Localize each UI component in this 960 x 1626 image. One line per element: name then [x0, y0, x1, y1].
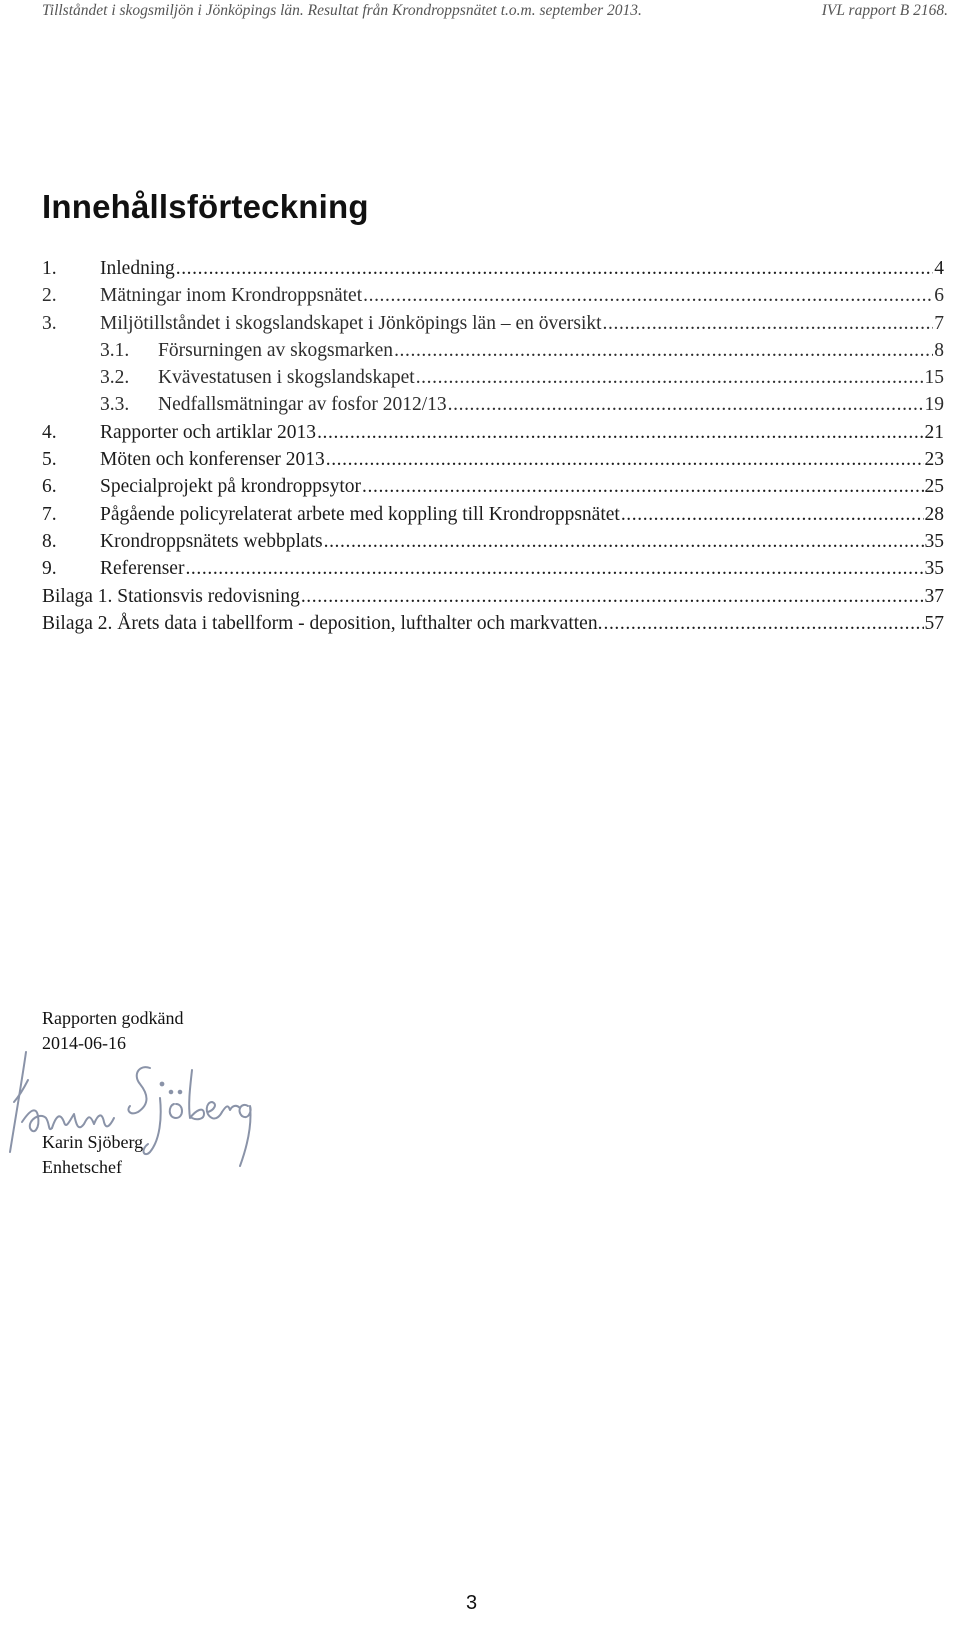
- toc-leader-dots: [394, 340, 933, 362]
- toc-leader-dots: [603, 313, 934, 335]
- toc-entry-number: 7.: [42, 503, 57, 525]
- toc-entry-number: 2.: [42, 285, 57, 307]
- toc-entry-number: 4.: [42, 421, 57, 443]
- toc-leader-dots: [621, 504, 924, 526]
- toc-entry-label: Bilaga 2. Årets data i tabellform - deposition, lufthalter och markvatten.: [42, 612, 603, 634]
- toc-entry-inledning[interactable]: [42, 258, 944, 285]
- toc-entry-moten[interactable]: [42, 449, 944, 476]
- toc-leader-dots: [176, 258, 934, 280]
- toc-entry-bilaga-2[interactable]: [42, 613, 944, 640]
- toc-entry-page: 19: [924, 394, 944, 416]
- toc-entry-label: Möten och konferenser 2013: [100, 449, 325, 471]
- toc-entry-number: 6.: [42, 476, 57, 498]
- toc-entry-page: 23: [924, 449, 944, 471]
- approval-label: Rapporten godkänd: [42, 1008, 184, 1028]
- toc-entry-label: Miljötillståndet i skogslandskapet i Jönköpings län – en översikt: [100, 312, 602, 334]
- toc-leader-dots: [362, 476, 923, 498]
- toc-entry-page: 35: [924, 558, 944, 580]
- toc-entry-referenser[interactable]: [42, 558, 944, 585]
- toc-leader-dots: [324, 531, 924, 553]
- toc-entry-miljotillstandet[interactable]: [42, 313, 944, 340]
- toc-entry-number: 1.: [42, 258, 57, 279]
- page-title: Innehållsförteckning: [42, 188, 369, 225]
- toc-entry-number: 9.: [42, 558, 57, 580]
- toc-entry-page: 21: [924, 421, 944, 443]
- toc-entry-label: Försurningen av skogsmarken: [158, 339, 394, 361]
- toc-entry-label: Bilaga 1. Stationsvis redovisning: [42, 585, 300, 607]
- toc-entry-page: 35: [924, 530, 944, 552]
- toc-entry-number: 3.: [42, 312, 57, 334]
- toc-leader-dots: [317, 422, 923, 444]
- toc-entry-page: 15: [924, 367, 944, 389]
- toc-entry-number: 5.: [42, 449, 57, 471]
- toc-entry-label: Pågående policyrelaterat arbete med koppling till Krondroppsnätet: [100, 503, 620, 525]
- toc-entry-number: 3.1.: [100, 339, 130, 361]
- toc-leader-dots: [301, 586, 924, 608]
- toc-entry-page: 28: [924, 503, 944, 525]
- signer-name: Karin Sjöberg: [42, 1132, 144, 1152]
- toc-leader-dots: [603, 613, 923, 635]
- toc-entry-page: 25: [924, 476, 944, 498]
- toc-entry-label: Inledning: [100, 258, 175, 279]
- page-number: 3: [466, 1592, 478, 1614]
- toc-entry-label: Referenser: [100, 558, 185, 580]
- toc-entry-label: Rapporter och artiklar 2013: [100, 421, 317, 443]
- toc-entry-matningar[interactable]: [42, 285, 944, 312]
- toc-leader-dots: [363, 285, 933, 307]
- toc-entry-number: 3.3.: [100, 394, 130, 416]
- toc-entry-page: 7: [934, 312, 944, 334]
- toc-entry-page: 57: [924, 612, 944, 634]
- toc-entry-label: Kvävestatusen i skogslandskapet: [158, 367, 415, 389]
- running-header-report-id: IVL rapport B 2168.: [821, 2, 948, 19]
- toc-entry-kvavestatusen[interactable]: [42, 367, 944, 394]
- toc-entry-webbplats[interactable]: [42, 531, 944, 558]
- toc-leader-dots: [185, 558, 923, 580]
- running-header-title: Tillståndet i skogsmiljön i Jönköpings län. Resultat från Krondroppsnätet t.o.m. september 2013.: [42, 2, 642, 19]
- toc-entry-bilaga-1[interactable]: [42, 586, 944, 613]
- signer-title: Enhetschef: [42, 1157, 122, 1177]
- toc-entry-page: 6: [934, 285, 944, 307]
- toc-leader-dots: [326, 449, 924, 471]
- toc-entry-nedfallsmatningar[interactable]: [42, 394, 944, 421]
- table-of-contents: [42, 258, 944, 640]
- toc-entry-page: 4: [934, 258, 944, 279]
- toc-entry-number: 3.2.: [100, 367, 130, 389]
- toc-entry-page: 37: [924, 585, 944, 607]
- approval-date: 2014-06-16: [42, 1033, 126, 1053]
- toc-entry-label: Krondroppsnätets webbplats: [100, 530, 323, 552]
- toc-leader-dots: [448, 394, 924, 416]
- toc-entry-number: 8.: [42, 530, 57, 552]
- toc-entry-label: Mätningar inom Krondroppsnätet: [100, 285, 363, 307]
- toc-entry-pagaende[interactable]: [42, 504, 944, 531]
- toc-entry-specialprojekt[interactable]: [42, 476, 944, 503]
- toc-entry-rapporter[interactable]: [42, 422, 944, 449]
- toc-entry-label: Specialprojekt på krondroppsytor: [100, 476, 362, 498]
- toc-entry-forsurningen[interactable]: [42, 340, 944, 367]
- toc-entry-label: Nedfallsmätningar av fosfor 2012/13: [158, 394, 447, 416]
- signer-block: [42, 1130, 143, 1180]
- toc-entry-page: 8: [934, 339, 944, 361]
- toc-leader-dots: [416, 367, 924, 389]
